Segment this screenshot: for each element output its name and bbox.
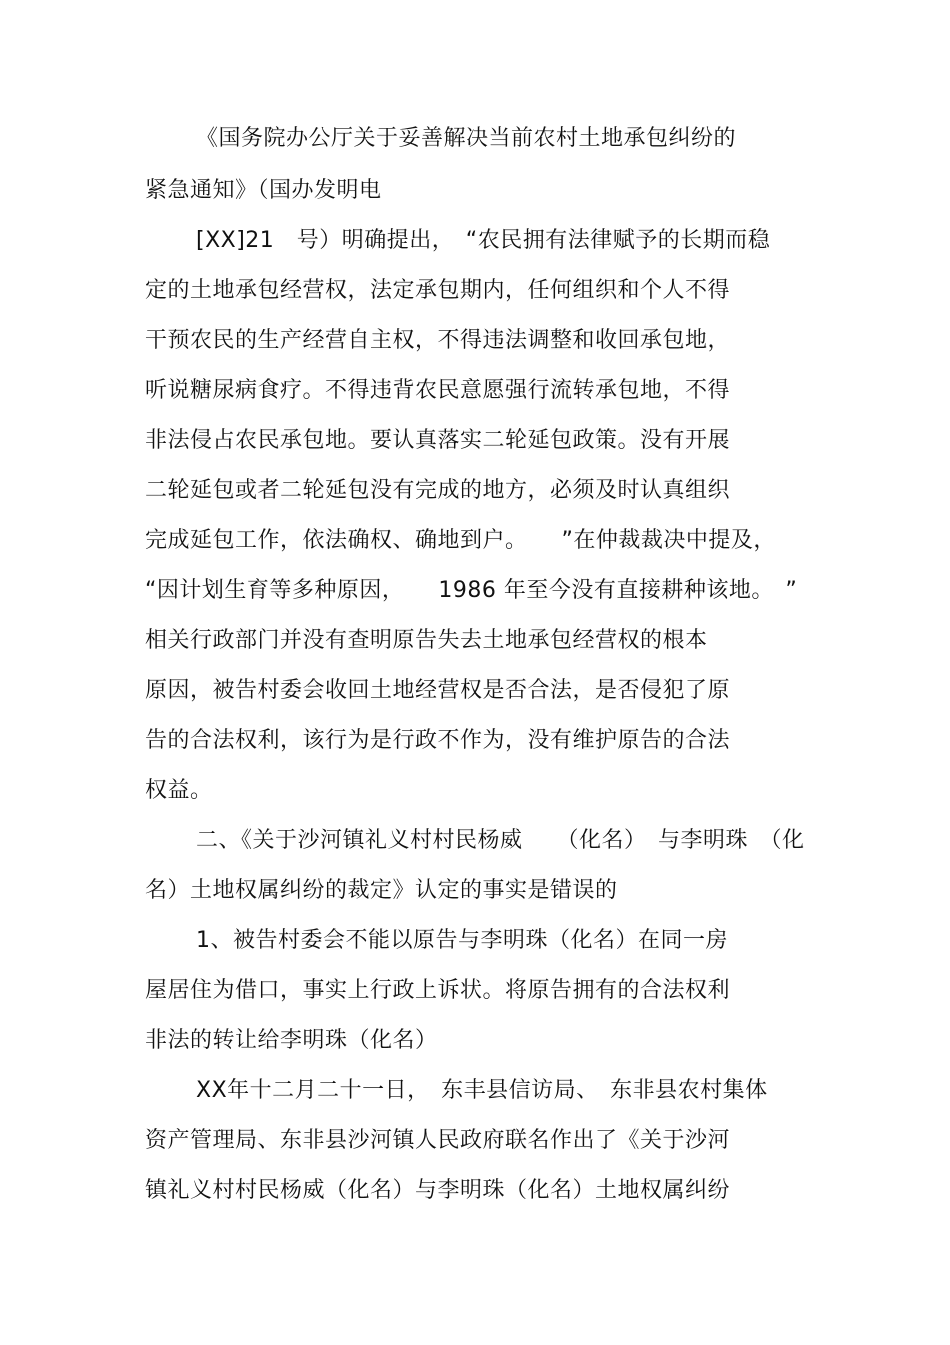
text-line: 告的合法权利，该行为是行政不作为，没有维护原告的合法 [145, 728, 731, 753]
text-line: 《国务院办公厅关于妥善解决当前农村土地承包纠纷的 [196, 126, 737, 151]
text-line: “因计划生育等多种原因， 1986 年至今没有直接耕种该地。 ” [145, 578, 798, 603]
text-line: 定的土地承包经营权，法定承包期内，任何组织和个人不得 [145, 278, 731, 303]
text-line: 名）土地权属纠纷的裁定》认定的事实是错误的 [145, 878, 618, 903]
text-line: 1、被告村委会不能以原告与李明珠（化名）在同一房 [196, 928, 728, 953]
text-line: 紧急通知》（国办发明电 [145, 178, 382, 203]
text-line: 完成延包工作，依法确权、确地到户。 ”在仲裁裁决中提及， [145, 528, 776, 553]
text-line: [XX]21 号）明确提出， “农民拥有法律赋予的长期而稳 [196, 228, 771, 253]
text-line: 权益。 [145, 778, 213, 803]
text-line: 听说糖尿病食疗。不得违背农民意愿强行流转承包地，不得 [145, 378, 731, 403]
text-line: 二、《关于沙河镇礼义村村民杨威 （化名） 与李明珠 （化 [196, 828, 805, 853]
text-line: 相关行政部门并没有查明原告失去土地承包经营权的根本 [145, 628, 708, 653]
text-line: 屋居住为借口，事实上行政上诉状。将原告拥有的合法权利 [145, 978, 731, 1003]
text-line: 原因，被告村委会收回土地经营权是否合法，是否侵犯了原 [145, 678, 731, 703]
text-line: 干预农民的生产经营自主权，不得违法调整和收回承包地， [145, 328, 731, 353]
text-line: 镇礼义村村民杨威（化名）与李明珠（化名）土地权属纠纷 [145, 1178, 731, 1203]
text-line: XX年十二月二十一日， 东丰县信访局、 东非县农村集体 [196, 1078, 768, 1103]
text-line: 非法侵占农民承包地。要认真落实二轮延包政策。没有开展 [145, 428, 731, 453]
text-line: 非法的转让给李明珠（化名） [145, 1028, 438, 1053]
text-line: 资产管理局、东非县沙河镇人民政府联名作出了《关于沙河 [145, 1128, 731, 1153]
text-line: 二轮延包或者二轮延包没有完成的地方，必须及时认真组织 [145, 478, 731, 503]
